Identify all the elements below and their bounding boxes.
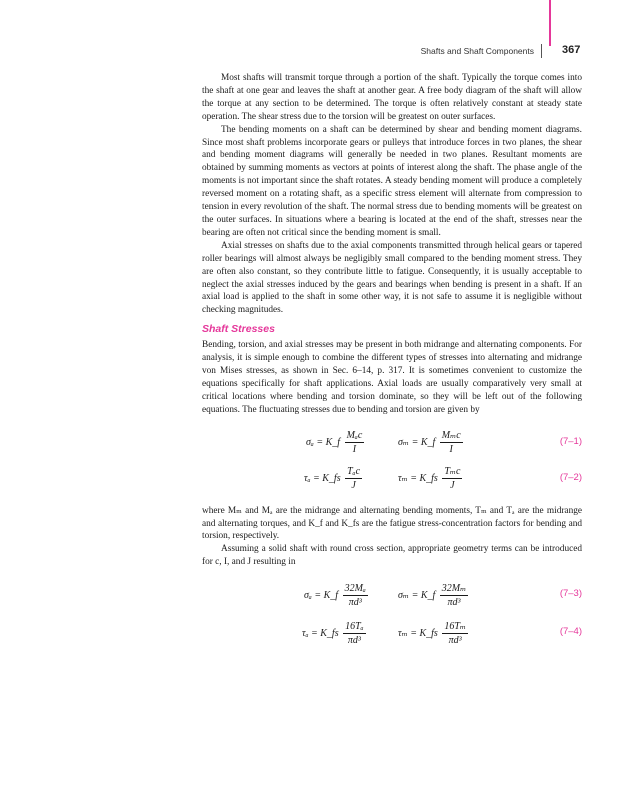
equation-lhs: σₐ = K_f <box>306 437 343 449</box>
fraction <box>343 621 366 646</box>
equation-left <box>304 461 364 497</box>
equation-lhs: σₐ = K_f <box>304 589 341 601</box>
paragraph-torque: Most shafts will transmit torque through a portion of the shaft. Typically the torque comes into the shaft at one gear and leaves the shaft at another gear. A free body diagram of the shaft will allow the torque at any section to be determined. The torque is often relatively constant at steady state operation. The shear stress due to the torsion will be greatest on outer surfaces. <box>202 73 582 122</box>
equation-right <box>398 615 470 651</box>
equation-7-1 <box>202 425 582 461</box>
fraction-numerator: Mₘc <box>441 430 461 442</box>
equation-right <box>398 425 465 461</box>
header-divider <box>541 44 542 58</box>
equation-7-3 <box>202 577 582 615</box>
equation-7-2 <box>202 461 582 497</box>
running-head: Shafts and Shaft Components <box>420 46 534 56</box>
fraction-numerator: 16Tₐ <box>345 620 364 632</box>
fraction <box>442 466 462 491</box>
equation-lhs: τₐ = K_fs <box>304 473 344 485</box>
equation-right <box>398 577 470 613</box>
equation-lhs: τₘ = K_fs <box>398 473 441 485</box>
fraction-numerator: 16Tₘ <box>444 620 467 632</box>
fraction <box>345 430 365 455</box>
equation-lhs: τₘ = K_fs <box>398 627 441 639</box>
fraction-numerator: 32Mₐ <box>344 582 366 594</box>
fraction <box>345 466 362 491</box>
spacer <box>202 497 582 505</box>
fraction-denominator: I <box>449 444 453 456</box>
paragraph-shaft-stresses: Bending, torsion, and axial stresses may be present in both midrange and alternating components. For analysis, it is simple enough to combine the different types of stresses into alternating and midrange von Mises stresses, as shown in Sec. 6–14, p. 317. It is sometimes convenient to customize the equations specifically for shaft applications. Axial loads are usually comparatively very small at critical locations where bending and torsion dominate, so they will be left out of the following equations. The fluctuating stresses due to bending and torsion are given by <box>202 340 582 415</box>
equation-left <box>302 615 368 651</box>
equation-lhs: τₐ = K_fs <box>302 627 342 639</box>
fraction <box>343 583 368 608</box>
equation-number: (7–3) <box>559 588 582 600</box>
equation-7-4 <box>202 615 582 653</box>
equation-left <box>306 425 366 461</box>
accent-bar <box>549 0 551 46</box>
section-title: Shaft Stresses <box>202 323 275 336</box>
page-body <box>202 72 582 653</box>
paragraph-definitions: where Mₘ and Mₐ are the midrange and alternating bending moments, Tₘ and Tₐ are the midrange and alternating torques, and K_f and K_fs are the fatigue stress-concentration factors for bending and torsion, respectively. <box>202 505 582 542</box>
equation-lhs: σₘ = K_f <box>398 437 438 449</box>
page-number: 367 <box>562 44 581 56</box>
fraction <box>440 583 468 608</box>
equation-number: (7–1) <box>559 435 582 447</box>
fraction-numerator: Tₘc <box>444 466 461 478</box>
fraction-numerator: 32Mₘ <box>441 582 467 594</box>
fraction <box>440 430 463 455</box>
equation-lhs: σₘ = K_f <box>398 589 438 601</box>
fraction-denominator: J <box>351 480 356 492</box>
fraction-numerator: Mₐc <box>346 430 363 442</box>
fraction-denominator: πd³ <box>447 596 461 608</box>
paragraph-bending: The bending moments on a shaft can be determined by shear and bending moment diagrams. Since most shaft problems incorporate gears or pulleys that introduce forces in two planes, the shear and bending moment diagrams will generally be needed in two planes. Resultant moments are obtained by summing moments as vectors at points of interest along the shaft. The phase angle of the moments is not important since the shaft rotates. A steady bending moment will produce a completely reversed moment on a rotating shaft, as a specific stress element will alternate from compression to tension in every revolution of the shaft. The normal stress due to bending moments will be greatest on the outer surfaces. In situations where a bearing is located at the end of the shaft, stresses near the bearing are often not critical since the bending moment is small. <box>202 124 582 238</box>
paragraph-axial: Axial stresses on shafts due to the axial components transmitted through helical gears or tapered roller bearings will almost always be negligibly small compared to the bending moment stress. They are often also constant, so they contribute little to fatigue. Consequently, it is usually acceptable to neglect the axial stresses induced by the gears and bearings when bending is present in a shaft. If an axial load is applied to the shaft in some other way, it is not safe to assume it is negligible without checking magnitudes. <box>202 240 582 316</box>
fraction-denominator: πd³ <box>448 634 462 646</box>
equation-left <box>304 577 370 613</box>
fraction-denominator: πd³ <box>348 596 362 608</box>
fraction <box>442 621 468 646</box>
equation-number: (7–4) <box>559 626 582 638</box>
fraction-denominator: J <box>450 480 455 492</box>
equation-number: (7–2) <box>559 471 582 483</box>
equation-right <box>398 461 464 497</box>
page-header <box>0 44 626 60</box>
fraction-numerator: Tₐc <box>347 466 361 478</box>
paragraph-geometry: Assuming a solid shaft with round cross section, appropriate geometry terms can be introduced for c, I, and J resulting in <box>202 544 582 568</box>
fraction-denominator: πd³ <box>347 634 361 646</box>
fraction-denominator: I <box>352 444 357 456</box>
